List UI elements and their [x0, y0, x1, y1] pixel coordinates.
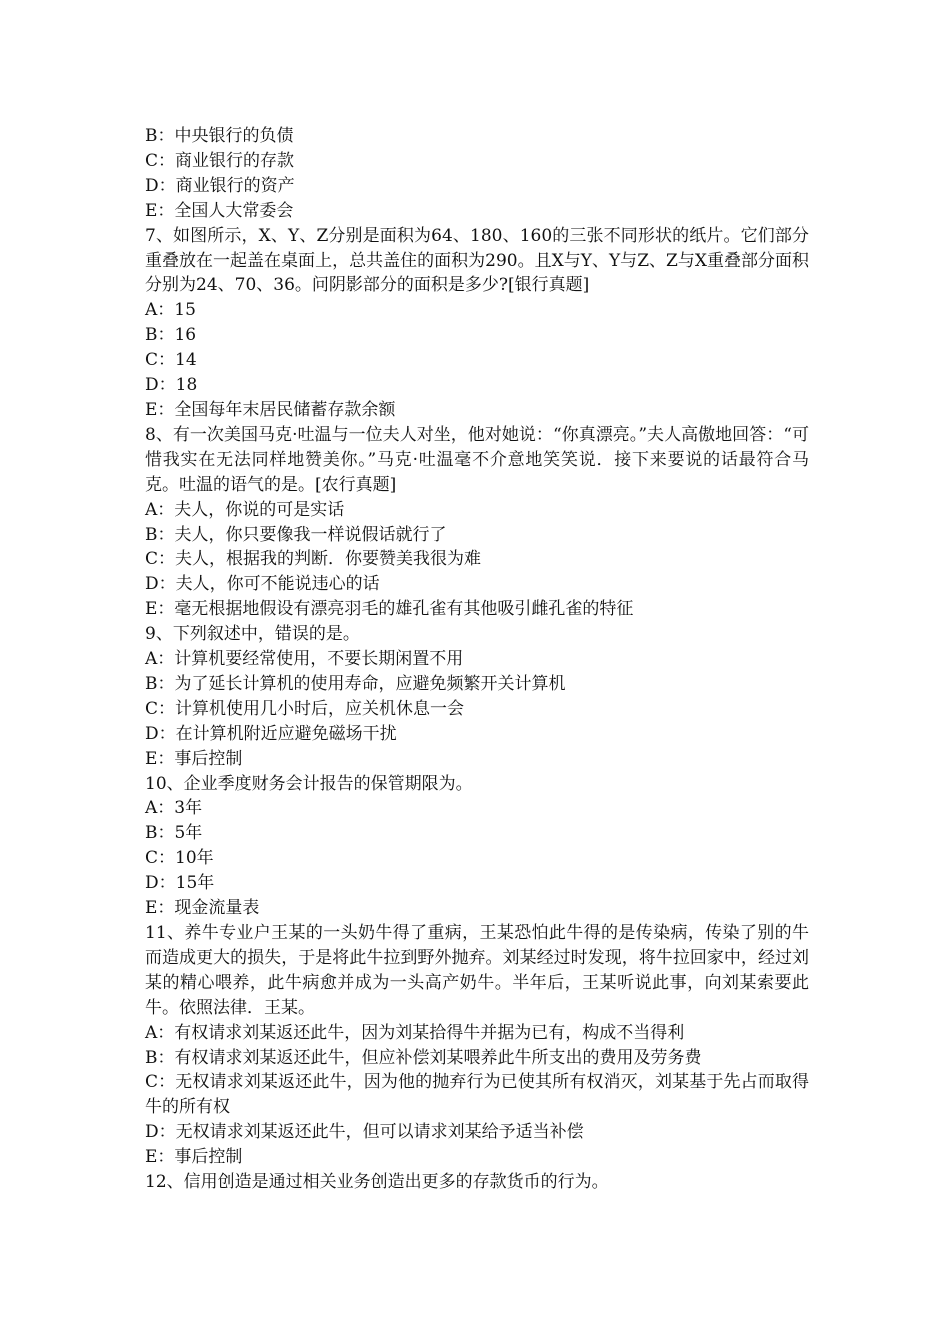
- option-c-q6: C：商业银行的存款: [145, 150, 295, 171]
- option-d-q11: D：无权请求刘某返还此牛，但可以请求刘某给予适当补偿: [145, 1122, 584, 1143]
- option-b-q11: B：有权请求刘某返还此牛，但应补偿刘某喂养此牛所支出的费用及劳务费: [145, 1047, 702, 1068]
- question-9: 9、下列叙述中，错误的是。: [145, 624, 360, 645]
- option-a-q8: A：夫人，你说的可是实话: [145, 499, 345, 520]
- option-a-q9: A：计算机要经常使用，不要长期闲置不用: [145, 649, 464, 670]
- option-e-q10: E：现金流量表: [145, 898, 260, 919]
- option-e-q6: E：全国人大常委会: [145, 200, 294, 221]
- option-e-q7: E：全国每年末居民储蓄存款余额: [145, 399, 396, 420]
- option-c-q10: C：10年: [145, 848, 214, 869]
- option-e-q9: E：事后控制: [145, 748, 243, 769]
- question-8: 8、有一次美国马克·吐温与一位夫人对坐，他对她说：“你真漂亮。”夫人高傲地回答：“可惜我实在无法同样地赞美你。”马克·吐温毫不介意地笑笑说．接下来要说的话最符合马克。吐温的语气的是。[农行真题]: [145, 424, 809, 495]
- document-body: [145, 124, 809, 1195]
- option-c-q11: C：无权请求刘某返还此牛，因为他的抛弃行为已使其所有权消灭，刘某基于先占而取得牛的所有权: [145, 1072, 809, 1118]
- option-b-q7: B：16: [145, 325, 197, 346]
- option-e-q11: E：事后控制: [145, 1147, 243, 1168]
- option-b-q10: B：5年: [145, 823, 203, 844]
- option-a-q7: A：15: [145, 300, 196, 321]
- option-c-q9: C：计算机使用几小时后，应关机休息一会: [145, 698, 465, 719]
- question-7: 7、如图所示，X、Y、Z分别是面积为64、180、160的三张不同形状的纸片。它们部分重叠放在一起盖在桌面上，总共盖住的面积为290。且X与Y、Y与Z、Z与X重叠部分面积分别为24、70、36。问阴影部分的面积是多少?[银行真题]: [145, 225, 809, 296]
- option-c-q7: C：14: [145, 350, 197, 371]
- option-b-q8: B：夫人，你只要像我一样说假话就行了: [145, 524, 447, 545]
- option-b-q9: B：为了延长计算机的使用寿命，应避免频繁开关计算机: [145, 673, 566, 694]
- option-b-q6: B：中央银行的负债: [145, 126, 294, 146]
- option-e-q8: E：毫无根据地假设有漂亮羽毛的雄孔雀有其他吸引雌孔雀的特征: [145, 599, 634, 620]
- option-c-q8: C：夫人，根据我的判断．你要赞美我很为难: [145, 549, 482, 570]
- question-11: 11、养牛专业户王某的一头奶牛得了重病，王某恐怕此牛得的是传染病，传染了别的牛而造成更大的损失，于是将此牛拉到野外抛弃。刘某经过时发现，将牛拉回家中，经过刘某的精心喂养，此牛病愈并成为一头高产奶牛。半年后，王某听说此事，向刘某索要此牛。依照法律．王某。: [145, 923, 809, 1018]
- option-d-q7: D：18: [145, 375, 198, 396]
- option-d-q9: D：在计算机附近应避免磁场干扰: [145, 723, 397, 744]
- option-d-q10: D：15年: [145, 873, 215, 894]
- question-12: 12、信用创造是通过相关业务创造出更多的存款货币的行为。: [145, 1172, 609, 1193]
- option-a-q10: A：3年: [145, 798, 203, 819]
- option-a-q11: A：有权请求刘某返还此牛，因为刘某拾得牛并据为已有，构成不当得利: [145, 1022, 685, 1043]
- option-d-q8: D：夫人，你可不能说违心的话: [145, 574, 380, 595]
- question-10: 10、企业季度财务会计报告的保管期限为。: [145, 773, 473, 794]
- option-d-q6: D：商业银行的资产: [145, 175, 295, 196]
